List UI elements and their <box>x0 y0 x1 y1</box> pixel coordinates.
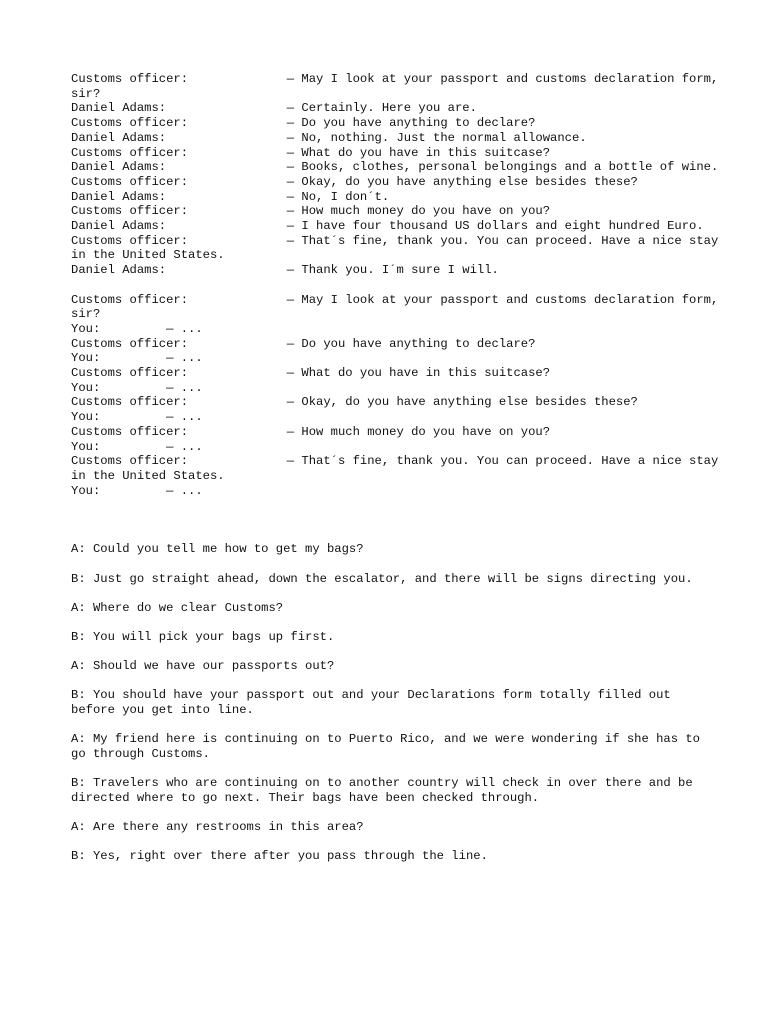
dialogue-line: Daniel Adams: — No, nothing. Just the normal allowance. <box>71 130 587 145</box>
dialogue-line: Daniel Adams: — I have four thousand US dollars and eight hundred Euro. <box>71 219 704 234</box>
dialogue-line: Customs officer: — How much money do you have on you? <box>71 204 551 219</box>
dialogue-paragraph: A: Are there any restrooms in this area? <box>71 820 364 835</box>
sample-dialogue <box>71 72 719 278</box>
dialogue-line: sir? <box>71 86 101 101</box>
dialogue-line: Customs officer: — What do you have in this suitcase? <box>71 145 551 160</box>
dialogue-paragraph: B: Yes, right over there after you pass through the line. <box>71 849 488 864</box>
dialogue-line: Customs officer: — Do you have anything to declare? <box>71 116 536 131</box>
exercise-line: Customs officer: — Do you have anything to declare? <box>71 336 536 351</box>
dialogue-line: Customs officer: — May I look at your passport and customs declaration form, <box>71 72 719 86</box>
exercise-line: You: — ... <box>71 483 203 498</box>
dialogue-paragraph: A: Where do we clear Customs? <box>71 600 284 615</box>
exercise-line: Customs officer: — Okay, do you have anything else besides these? <box>71 395 638 410</box>
exercise-line: Customs officer: — That´s fine, thank you. You can proceed. Have a nice stay <box>71 454 719 469</box>
exercise-line: You: — ... <box>71 321 203 336</box>
exercise-line: You: — ... <box>71 410 203 425</box>
airport-dialogue <box>71 542 711 864</box>
dialogue-line: in the United States. <box>71 248 225 263</box>
exercise-line: You: — ... <box>71 380 203 395</box>
dialogue-paragraph: A: Could you tell me how to get my bags? <box>71 542 364 557</box>
dialogue-paragraph: B: Travelers who are continuing on to another country will check in over there and be directed where to go next. Their bags have been checked through. <box>71 776 700 805</box>
dialogue-paragraph: B: Just go straight ahead, down the escalator, and there will be signs directing you. <box>71 571 693 586</box>
dialogue-line: Customs officer: — Okay, do you have anything else besides these? <box>71 174 638 189</box>
dialogue-paragraph: B: You will pick your bags up first. <box>71 629 335 644</box>
exercise-line: Customs officer: — How much money do you have on you? <box>71 424 551 439</box>
dialogue-line: Daniel Adams: — No, I don´t. <box>71 189 390 204</box>
dialogue-paragraph: A: My friend here is continuing on to Puerto Rico, and we were wondering if she has to go through Customs. <box>71 732 708 761</box>
exercise-line: sir? <box>71 307 101 322</box>
dialogue-line: Daniel Adams: — Books, clothes, personal belongings and a bottle of wine. <box>71 160 719 175</box>
dialogue-line: Daniel Adams: — Thank you. I´m sure I will. <box>71 263 499 278</box>
exercise-line: Customs officer: — What do you have in this suitcase? <box>71 366 551 381</box>
dialogue-line: Daniel Adams: — Certainly. Here you are. <box>71 101 477 116</box>
exercise-line: in the United States. <box>71 468 225 483</box>
exercise-line: Customs officer: — May I look at your passport and customs declaration form, <box>71 292 719 307</box>
exercise-line: You: — ... <box>71 439 203 454</box>
exercise-line: You: — ... <box>71 351 203 366</box>
dialogue-paragraph: A: Should we have our passports out? <box>71 659 335 674</box>
document-page <box>71 72 719 879</box>
dialogue-line: Customs officer: — That´s fine, thank you. You can proceed. Have a nice stay <box>71 233 719 248</box>
dialogue-paragraph: B: You should have your passport out and your Declarations form totally filled out before you get into line. <box>71 688 679 718</box>
exercise-dialogue <box>71 292 719 499</box>
